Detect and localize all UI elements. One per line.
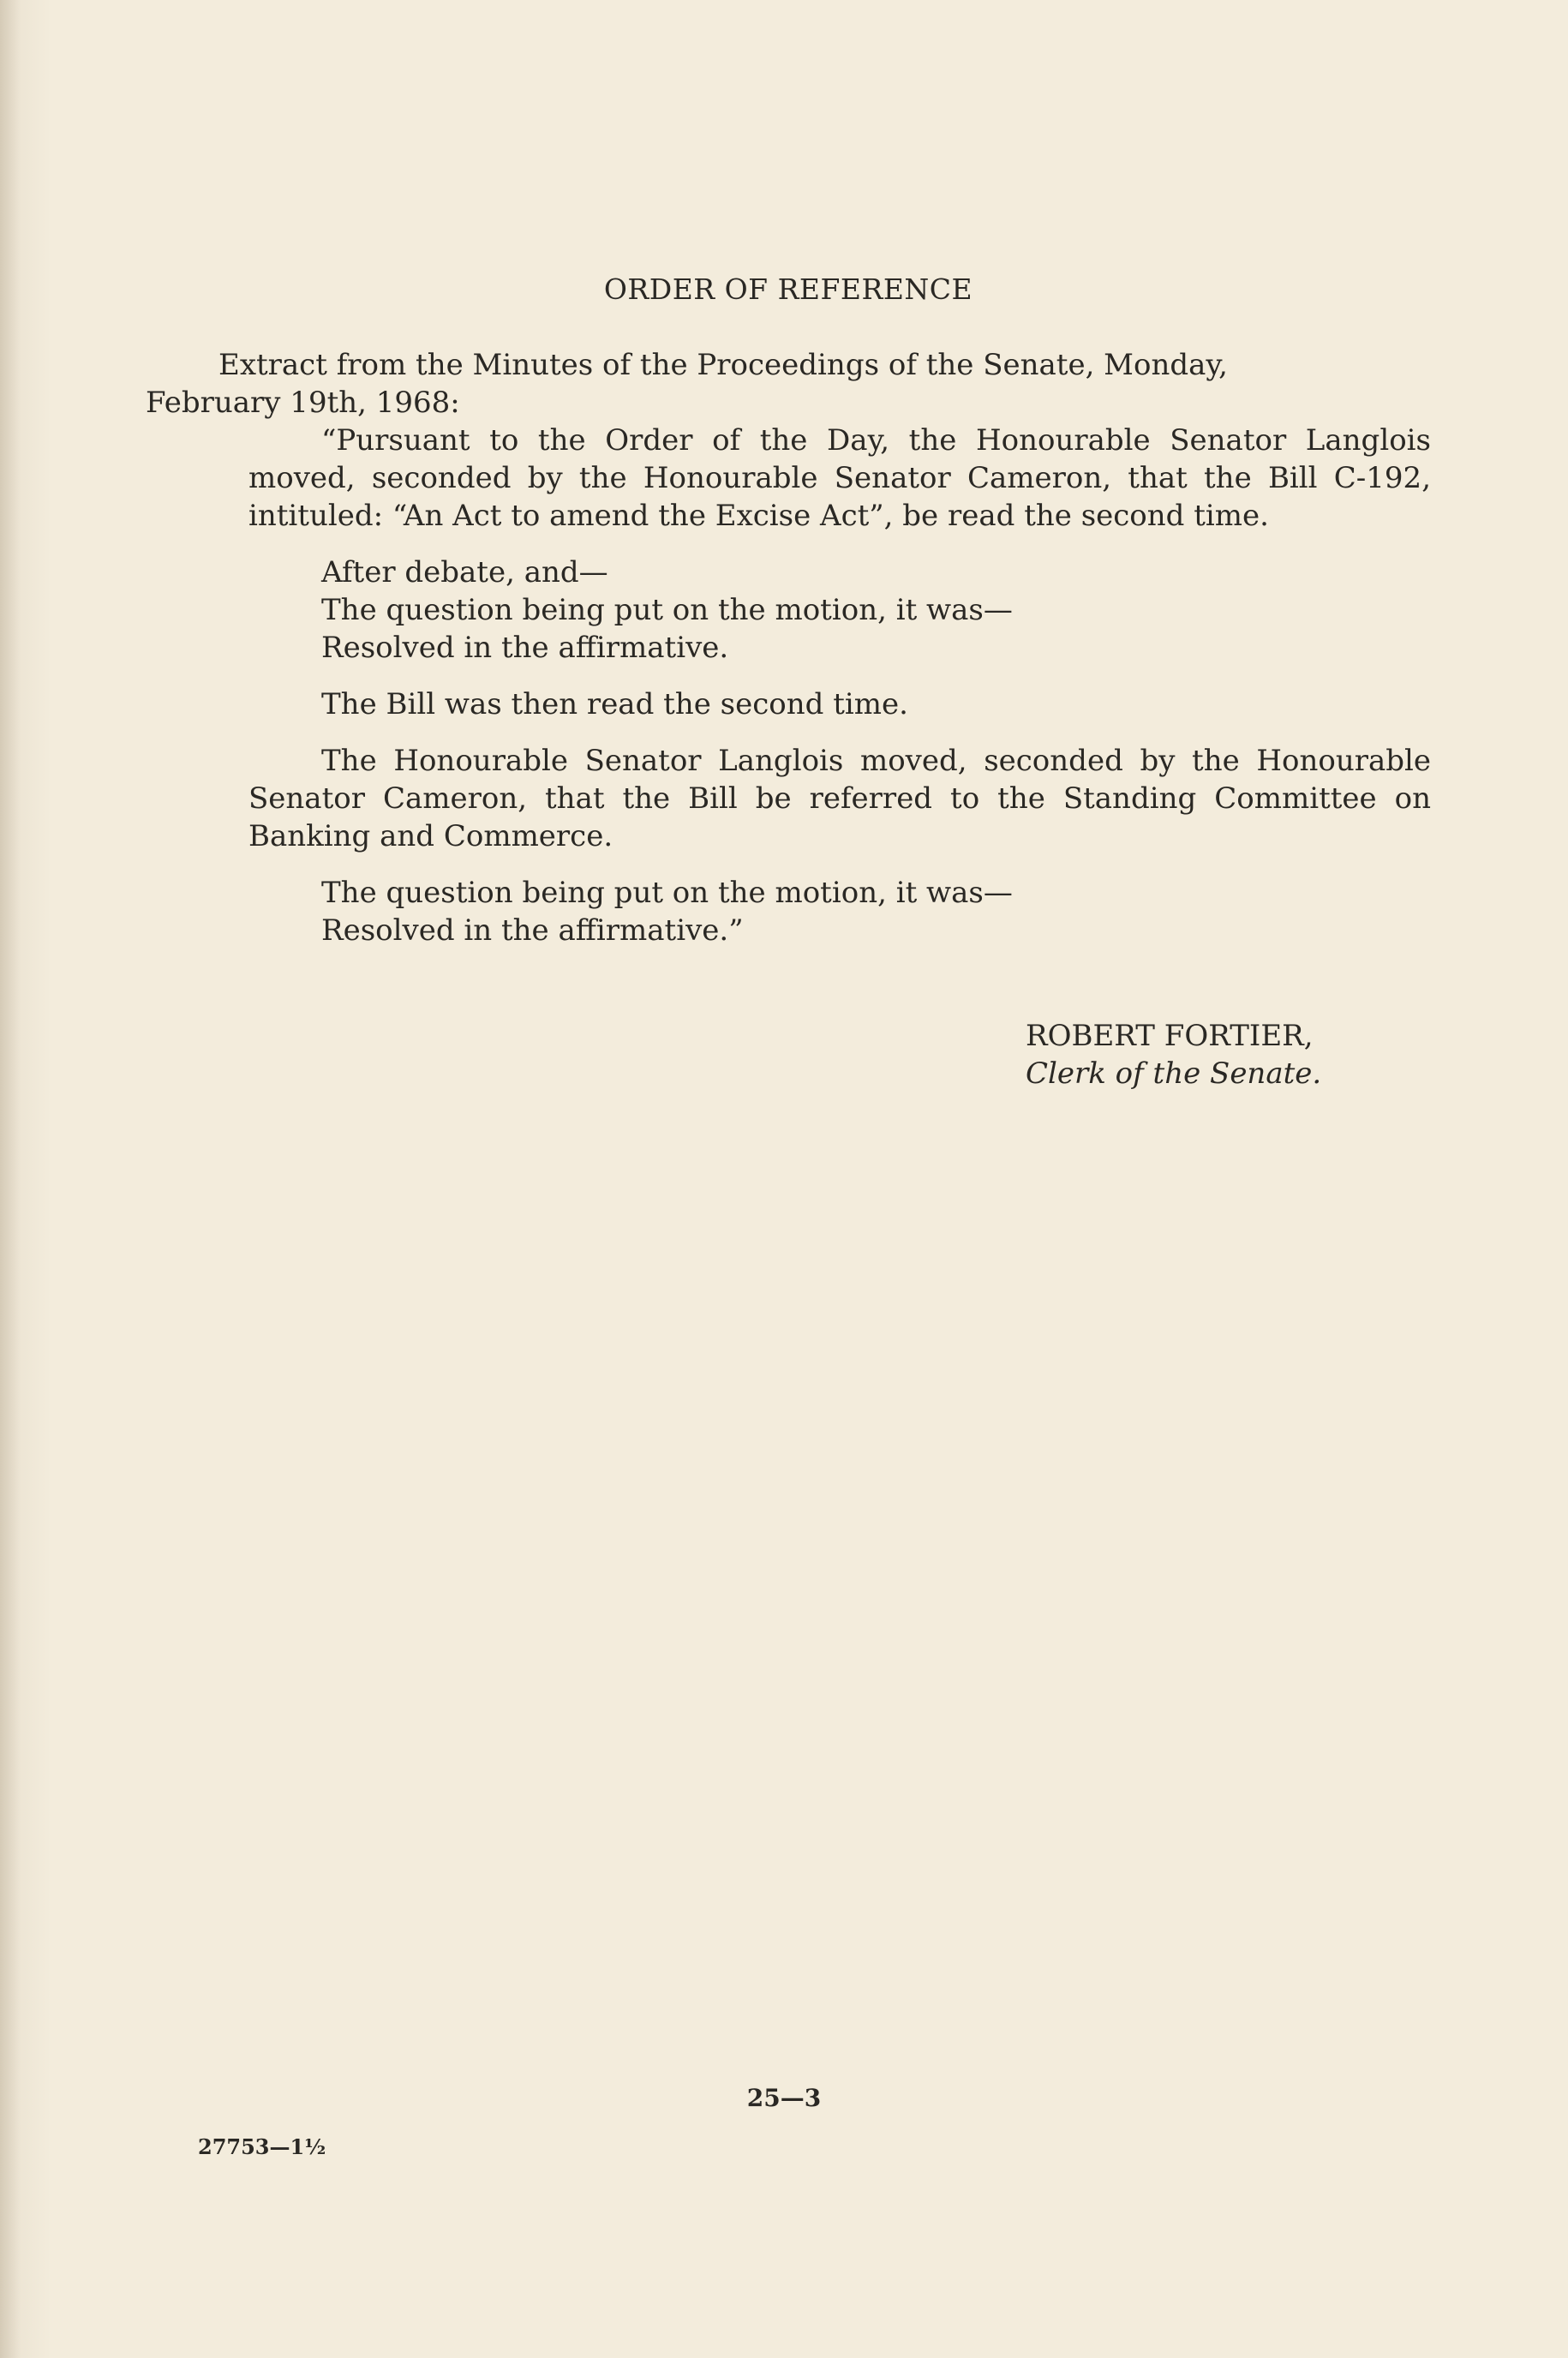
extract-line-2: February 19th, 1968: <box>146 386 460 420</box>
signatory-name: ROBERT FORTIER, <box>1026 1019 1314 1053</box>
extract-line-1: Extract from the Minutes of the Proceedings of the Senate, Monday, <box>218 348 1228 382</box>
question-line-2: The question being put on the motion, it was— <box>321 876 1013 910</box>
signature-block <box>1026 1017 1321 1092</box>
resolved-line-1: Resolved in the affirmative. <box>321 631 729 665</box>
after-debate-line: After debate, and— <box>321 555 608 590</box>
referral-paragraph: The Honourable Senator Langlois moved, seconded by the Honourable Senator Cameron, that the Bill be referred to the Standing Committee on Banking and Commerce. <box>248 744 1431 853</box>
signatory-title: Clerk of the Senate. <box>1026 1056 1322 1091</box>
question-line-1: The question being put on the motion, it was— <box>321 593 1013 627</box>
print-code: 27753—1½ <box>198 2134 326 2159</box>
bill-read-line: The Bill was then read the second time. <box>321 687 908 721</box>
resolved-line-2: Resolved in the affirmative.” <box>321 913 744 948</box>
page-number: 25—3 <box>746 2084 822 2112</box>
page-heading: ORDER OF REFERENCE <box>603 272 973 306</box>
binding-shadow <box>0 0 21 2358</box>
body-text <box>146 271 1431 949</box>
quote-paragraph-1: “Pursuant to the Order of the Day, the Honourable Senator Langlois moved, seconded by the Honourable Senator Cameron, that the Bill C-192, intituled: “An Act to amend the Excise Act”, be read the second time. <box>248 423 1431 533</box>
